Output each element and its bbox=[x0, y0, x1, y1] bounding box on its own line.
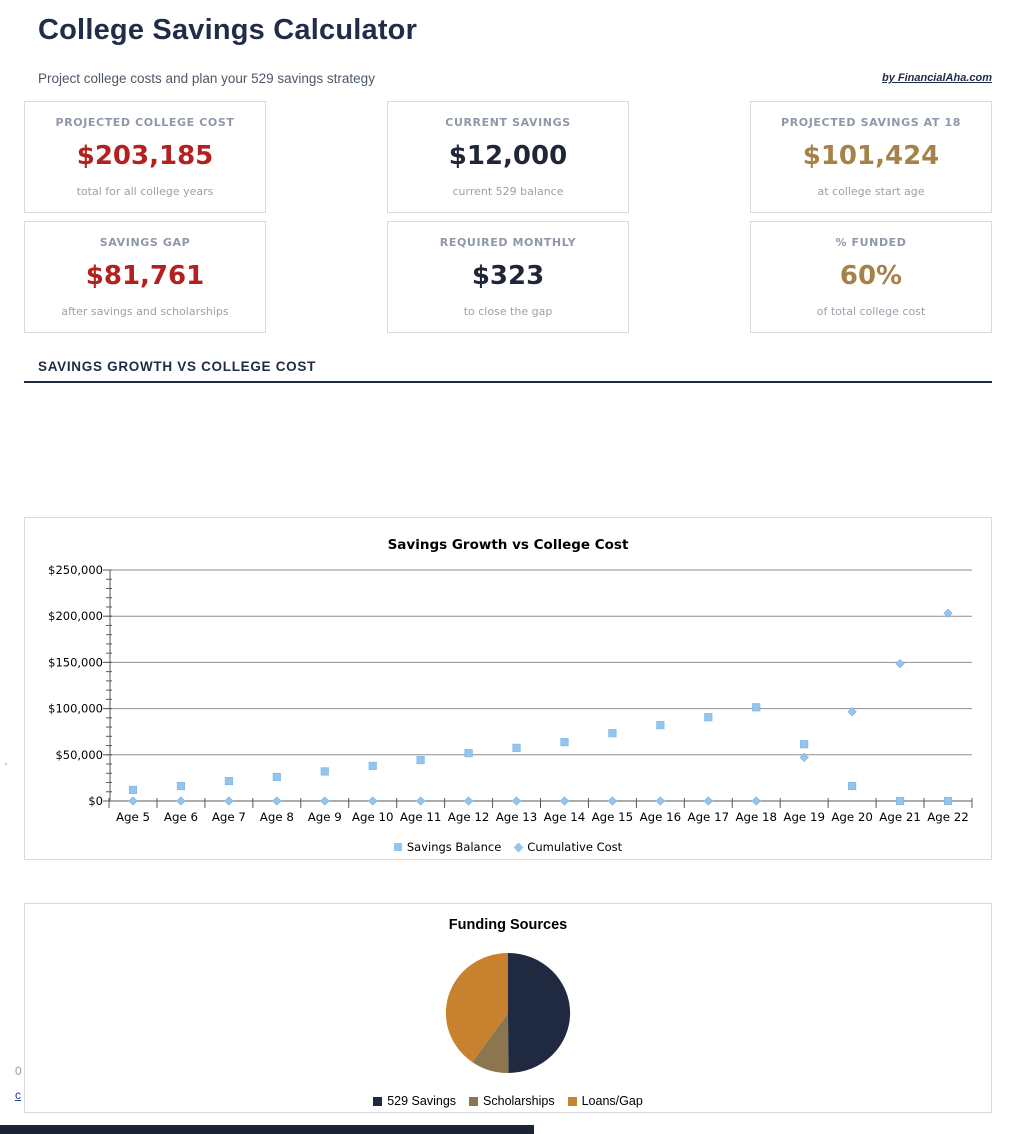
stat-label: PROJECTED SAVINGS AT 18 bbox=[781, 116, 961, 129]
svg-text:Age 10: Age 10 bbox=[351, 810, 394, 824]
clipped-text-fragment: 0 bbox=[15, 1064, 22, 1078]
section-heading: SAVINGS GROWTH VS COLLEGE COST bbox=[38, 359, 317, 374]
orange-swatch-icon bbox=[568, 1097, 577, 1106]
svg-text:Age 7: Age 7 bbox=[211, 810, 246, 824]
svg-text:$250,000: $250,000 bbox=[48, 563, 103, 577]
svg-text:Age 6: Age 6 bbox=[163, 810, 198, 824]
svg-text:$200,000: $200,000 bbox=[48, 609, 103, 624]
legend-item-529-savings bbox=[373, 1094, 456, 1108]
tan-swatch-icon bbox=[469, 1097, 478, 1106]
svg-text:Age 17: Age 17 bbox=[687, 810, 730, 824]
stat-caption: of total college cost bbox=[816, 305, 926, 318]
stat-value: 60% bbox=[839, 261, 903, 291]
attribution-link[interactable]: by FinancialAha.com bbox=[881, 72, 992, 84]
stat-card-percent-funded bbox=[750, 221, 992, 333]
funding-sources-chart-card bbox=[24, 903, 992, 1113]
stat-card-savings-gap bbox=[24, 221, 266, 333]
stat-value: $81,761 bbox=[85, 261, 205, 291]
page-subtitle: Project college costs and plan your 529 savings strategy bbox=[38, 71, 375, 86]
stat-value: $323 bbox=[471, 261, 545, 291]
svg-text:Age 5: Age 5 bbox=[115, 810, 151, 824]
stat-card-projected-college-cost bbox=[24, 101, 266, 213]
svg-text:$0: $0 bbox=[88, 794, 103, 808]
legend-label: Savings Balance bbox=[406, 840, 502, 854]
legend-item-loans-gap bbox=[568, 1094, 643, 1108]
svg-text:$150,000: $150,000 bbox=[48, 655, 103, 670]
svg-text:Age 20: Age 20 bbox=[831, 810, 873, 824]
pie-chart-title: Funding Sources bbox=[448, 917, 568, 933]
svg-text:Age 8: Age 8 bbox=[259, 810, 294, 824]
legend-label: Loans/Gap bbox=[581, 1094, 643, 1108]
bottom-bar bbox=[0, 1125, 534, 1134]
stat-label: % FUNDED bbox=[835, 236, 907, 249]
section-divider bbox=[24, 381, 992, 383]
stat-label: REQUIRED MONTHLY bbox=[439, 236, 577, 249]
stat-caption: current 529 balance bbox=[452, 185, 564, 198]
legend-label: Cumulative Cost bbox=[527, 840, 623, 854]
svg-text:Age 22: Age 22 bbox=[927, 810, 969, 824]
svg-text:Age 15: Age 15 bbox=[591, 810, 634, 824]
stat-card-required-monthly bbox=[387, 221, 629, 333]
stat-caption: total for all college years bbox=[76, 185, 214, 198]
stat-caption: to close the gap bbox=[463, 305, 553, 318]
svg-text:Age 19: Age 19 bbox=[783, 810, 825, 824]
savings-growth-chart-card bbox=[24, 517, 992, 860]
pie-chart-legend bbox=[25, 1094, 991, 1108]
stat-card-projected-savings-at-18 bbox=[750, 101, 992, 213]
svg-text:$100,000: $100,000 bbox=[48, 701, 103, 716]
stat-value: $12,000 bbox=[448, 141, 568, 171]
svg-text:$50,000: $50,000 bbox=[55, 747, 103, 762]
navy-swatch-icon bbox=[373, 1097, 382, 1106]
legend-item-scholarships bbox=[469, 1094, 555, 1108]
stat-value: $101,424 bbox=[802, 141, 940, 171]
stat-label: PROJECTED COLLEGE COST bbox=[55, 116, 235, 129]
stat-value: $203,185 bbox=[76, 141, 214, 171]
svg-text:Age 14: Age 14 bbox=[543, 810, 586, 824]
stat-label: CURRENT SAVINGS bbox=[445, 116, 571, 129]
legend-item-savings-balance bbox=[394, 840, 501, 854]
svg-text:Age 13: Age 13 bbox=[495, 810, 538, 824]
stat-caption: after savings and scholarships bbox=[61, 305, 229, 318]
svg-text:Age 11: Age 11 bbox=[399, 810, 442, 824]
savings-growth-scatter-chart bbox=[25, 518, 991, 859]
square-marker-icon bbox=[394, 843, 402, 851]
svg-text:Age 16: Age 16 bbox=[639, 810, 682, 824]
svg-text:Savings Growth vs College Cost: Savings Growth vs College Cost bbox=[387, 537, 629, 553]
scatter-chart-legend bbox=[25, 840, 991, 854]
clipped-link-fragment[interactable]: c bbox=[15, 1088, 21, 1102]
svg-text:Age 21: Age 21 bbox=[879, 810, 921, 824]
funding-sources-pie-chart bbox=[25, 936, 991, 1096]
legend-item-cumulative-cost bbox=[515, 840, 622, 854]
legend-label: Scholarships bbox=[483, 1094, 555, 1108]
stat-card-current-savings bbox=[387, 101, 629, 213]
legend-label: 529 Savings bbox=[387, 1094, 457, 1108]
svg-text:Age 9: Age 9 bbox=[307, 810, 342, 824]
svg-text:Age 18: Age 18 bbox=[735, 810, 778, 824]
svg-text:Age 12: Age 12 bbox=[447, 810, 490, 824]
stats-grid bbox=[24, 101, 992, 333]
clipped-text-fragment: ' bbox=[5, 762, 7, 773]
stat-label: SAVINGS GAP bbox=[99, 236, 191, 249]
diamond-marker-icon bbox=[514, 842, 524, 852]
page-title: College Savings Calculator bbox=[38, 14, 418, 46]
stat-caption: at college start age bbox=[817, 185, 925, 198]
